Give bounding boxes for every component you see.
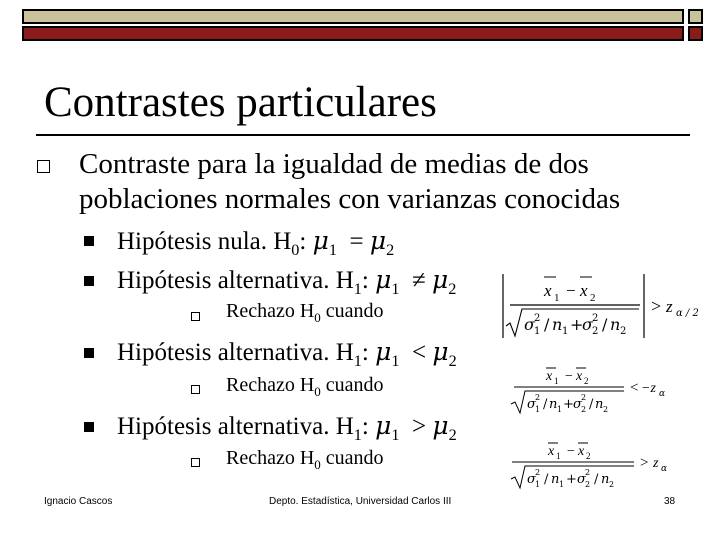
mu-symbol: μ: [432, 411, 449, 440]
hypothesis-colon: :: [361, 339, 376, 366]
svg-text:1: 1: [554, 376, 559, 386]
svg-text:2: 2: [581, 405, 587, 414]
footer-author: Ignacio Cascos: [44, 496, 113, 507]
svg-text:/: /: [543, 397, 548, 412]
svg-text:σ: σ: [573, 397, 582, 412]
mu-sub: 1: [391, 352, 400, 370]
svg-text:1: 1: [535, 480, 541, 489]
hypothesis-colon: :: [299, 228, 313, 255]
svg-text:1: 1: [559, 480, 565, 489]
mu-symbol: μ: [431, 265, 449, 294]
relation-symbol: =: [349, 228, 364, 255]
reject-sub: 0: [314, 384, 321, 399]
svg-text:1: 1: [534, 326, 541, 337]
svg-text:x: x: [576, 369, 583, 384]
critical-value: −z: [641, 381, 656, 396]
mu-symbol: μ: [432, 337, 449, 366]
hypothesis-sub: 0: [291, 241, 300, 259]
mu-symbol: μ: [375, 337, 392, 366]
svg-text:2: 2: [535, 393, 541, 402]
svg-text:2: 2: [592, 326, 599, 337]
mu-sub: 1: [391, 426, 400, 444]
svg-text:1: 1: [557, 405, 563, 414]
mu-sub: 2: [386, 241, 395, 259]
mu-sub: 1: [328, 241, 337, 259]
svg-text:x: x: [548, 444, 555, 459]
square-bullet-icon: [84, 236, 94, 246]
svg-text:2: 2: [585, 468, 591, 477]
reject-text-lt: [226, 373, 384, 404]
svg-text:1: 1: [535, 405, 541, 414]
hypothesis-label: Hipótesis alternativa. H: [117, 267, 354, 294]
compare-symbol: <: [630, 380, 639, 396]
relation-symbol: >: [411, 413, 427, 440]
hollow-square-bullet-icon: [37, 160, 50, 173]
mu-sub: 2: [448, 280, 457, 298]
relation-symbol: ≠: [411, 267, 426, 294]
rejection-formula-gt: [508, 436, 708, 496]
svg-text:σ: σ: [577, 472, 586, 487]
critical-value: z: [666, 297, 673, 316]
hypothesis-alt-gt: [117, 411, 457, 450]
critical-sub: α / 2: [676, 308, 699, 319]
header-square-top: [688, 9, 703, 24]
svg-text:+: +: [563, 397, 574, 412]
svg-text:2: 2: [592, 313, 599, 324]
header-bar-bottom: [22, 26, 684, 41]
compare-symbol: >: [640, 455, 649, 471]
rejection-formula-ne: [494, 268, 704, 344]
hypothesis-sub: 1: [353, 352, 362, 370]
svg-text:σ: σ: [582, 315, 593, 334]
svg-text:n: n: [595, 397, 604, 412]
reject-suffix: cuando: [320, 374, 384, 396]
reject-sub: 0: [314, 457, 321, 472]
mu-symbol: μ: [375, 265, 392, 294]
svg-text:+: +: [566, 472, 577, 487]
reject-text-ne: [226, 299, 384, 330]
rejection-formula-lt: [508, 361, 708, 421]
svg-text:/: /: [602, 315, 608, 334]
svg-text:2: 2: [534, 313, 541, 324]
svg-text:/: /: [594, 472, 599, 487]
title-rule: [36, 134, 690, 136]
svg-text:x: x: [578, 444, 585, 459]
svg-text:2: 2: [603, 405, 609, 414]
reject-label: Rechazo H: [226, 447, 315, 469]
mu-symbol: μ: [375, 411, 392, 440]
svg-text:σ: σ: [527, 397, 536, 412]
main-bullet-line2: poblaciones normales con varianzas conocidas: [79, 183, 621, 215]
svg-text:2: 2: [609, 480, 615, 489]
reject-suffix: cuando: [320, 300, 384, 322]
svg-text:/: /: [589, 397, 594, 412]
svg-text:+: +: [570, 315, 584, 334]
svg-text:2: 2: [584, 376, 589, 386]
hypothesis-label: Hipótesis alternativa. H: [117, 339, 354, 366]
critical-sub: α: [659, 389, 666, 399]
svg-text:σ: σ: [524, 315, 535, 334]
hypothesis-sub: 1: [353, 280, 362, 298]
mu-sub: 1: [391, 280, 400, 298]
small-hollow-bullet-icon: [191, 385, 200, 394]
reject-text-gt: [226, 446, 384, 477]
compare-symbol: >: [651, 296, 662, 316]
reject-label: Rechazo H: [226, 374, 315, 396]
hypothesis-colon: :: [361, 413, 376, 440]
svg-text:n: n: [551, 472, 560, 487]
small-hollow-bullet-icon: [191, 458, 200, 467]
hypothesis-label: Hipótesis alternativa. H: [117, 413, 354, 440]
square-bullet-icon: [84, 276, 94, 286]
svg-text:n: n: [601, 472, 610, 487]
footer-affiliation: Depto. Estadística, Universidad Carlos III: [269, 496, 452, 507]
reject-sub: 0: [314, 310, 321, 325]
svg-text:/: /: [544, 315, 550, 334]
svg-text:x: x: [580, 281, 588, 300]
mu-sub: 2: [448, 352, 457, 370]
header-bar-top: [22, 9, 684, 24]
svg-text:n: n: [610, 315, 621, 334]
hypothesis-null: [117, 226, 394, 265]
svg-text:2: 2: [586, 451, 591, 461]
critical-value: z: [653, 456, 659, 471]
hypothesis-alt-lt: [117, 337, 457, 376]
svg-text:1: 1: [556, 451, 561, 461]
reject-label: Rechazo H: [226, 300, 315, 322]
svg-text:n: n: [552, 315, 563, 334]
svg-text:−: −: [566, 281, 576, 300]
square-bullet-icon: [84, 348, 94, 358]
svg-text:−: −: [565, 369, 573, 384]
hypothesis-sub: 1: [353, 426, 362, 444]
square-bullet-icon: [84, 422, 94, 432]
svg-text:1: 1: [554, 292, 560, 304]
reject-suffix: cuando: [320, 447, 384, 469]
svg-text:2: 2: [590, 292, 596, 304]
mu-symbol: μ: [369, 226, 387, 255]
page-number: 38: [664, 496, 676, 507]
slide-title: Contrastes particulares: [44, 79, 437, 126]
small-hollow-bullet-icon: [191, 312, 200, 321]
svg-text:−: −: [567, 444, 575, 459]
svg-text:2: 2: [620, 326, 627, 337]
hypothesis-colon: :: [361, 267, 376, 294]
critical-sub: α: [661, 464, 668, 474]
svg-text:2: 2: [585, 480, 591, 489]
svg-text:2: 2: [581, 393, 587, 402]
svg-text:x: x: [546, 369, 553, 384]
mu-symbol: μ: [312, 226, 329, 255]
hypothesis-label: Hipótesis nula. H: [117, 228, 292, 255]
svg-text:n: n: [549, 397, 558, 412]
svg-text:1: 1: [562, 326, 569, 337]
svg-text:σ: σ: [527, 472, 536, 487]
mu-sub: 2: [448, 426, 457, 444]
header-square-bottom: [688, 26, 703, 41]
svg-text:x: x: [544, 281, 552, 300]
relation-symbol: <: [411, 339, 427, 366]
main-bullet-line1: Contraste para la igualdad de medias de dos: [79, 148, 589, 180]
svg-text:/: /: [544, 472, 549, 487]
svg-text:2: 2: [535, 468, 541, 477]
